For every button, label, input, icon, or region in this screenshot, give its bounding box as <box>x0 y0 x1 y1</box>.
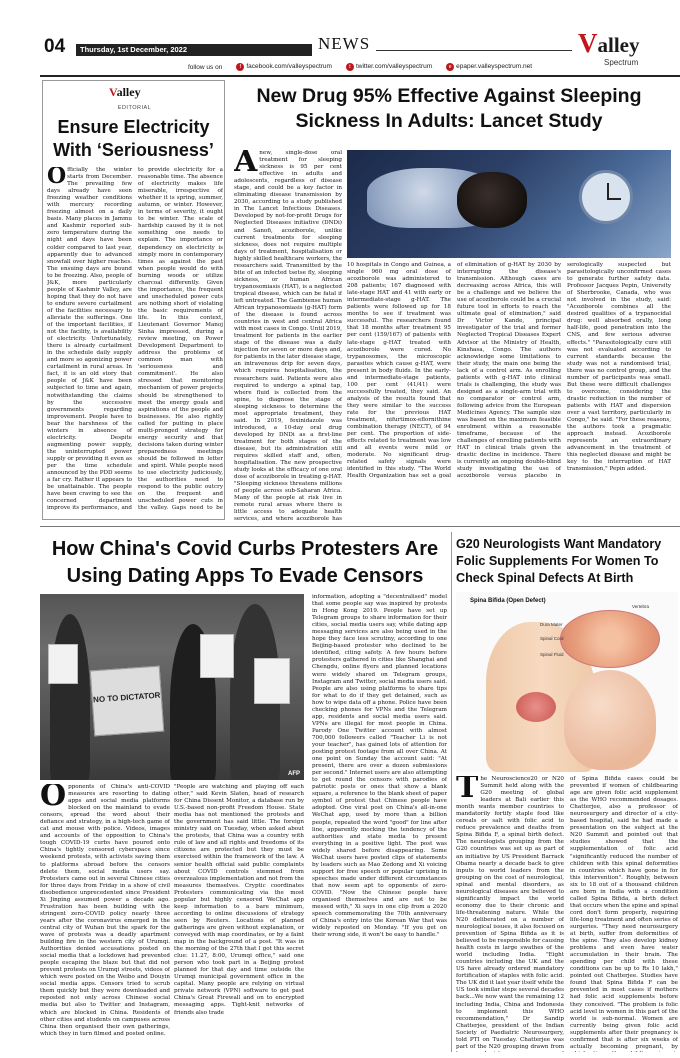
story3-dropcap: T <box>456 776 479 805</box>
masthead-rule <box>376 50 572 51</box>
story1-dropcap: A <box>234 150 258 179</box>
editorial-logo: Valley <box>109 85 141 99</box>
alarm-clock-icon <box>579 170 633 224</box>
diagram-label-cord: Spinal Cord <box>540 636 564 641</box>
story2-column-1: Opponents of China's anti-COVID measures are resorting to dating apps and social media platforms blocked on the mainland to evade censors, spread the word about their defiance and strategy, in a high-tech game of cat and mouse with police. Videos, images and accounts of the opposition to China's tough COVID-19 curbs have poured onto China's tightly censored cyberspace since weekend protests, with activists saving them to platforms abroad before the censors delete them, social media users say. Protesters came out in several Chinese cities for three days from Friday in a show of civil disobedience unprecedented since President Xi Jinping assumed power a decade ago. Frustration has been building with the stringent zero-COVID policy nearly three years after the coronavirus emerged in the central city of Wuhan but the spark for the wave of protests was a deadly apartment building fire in the western city of Urumqi. Authorities denied accusations posted on social media that a lockdown had prevented people escaping the blaze but that did not prevent protests on Urumqi streets, videos of which were posted on the Weibo and Douyin social media apps. Censors tried to scrub them quickly but they were downloaded and reposted not only across Chinese social media but also to Twitter and Instagram, which are blocked in China. Residents of other cities and students on campuses across China then organised their own gatherings, which they in turn filmed and posted online. <box>40 784 170 1037</box>
sleeper-head <box>457 172 527 228</box>
story1-column-1: Anew, single-dose oral treatment for sleeping sickness is 95 per cent effective in adults and adolescents, regardless of disease stage, and could be a key factor in eliminating disease transmission by 2030, according to a study published in The Lancet Infectious Diseases. Developed by not-for-profit Drugs for Neglected Diseases initiative (DNDi) and Sanofi, acoziborole, unlike current treatments for sleeping sickness, does not require multiple days of treatment, hospitalisation or highly skilled healthcare workers, the researchers said. Transmitted by the bite of an infected tsetse fly, sleeping sickness, or human African trypanosomiasis (HAT), is a neglected tropical disease, which can be fatal if left untreated. The Gambiense human African trypanosomiasis (g-HAT) form of the disease is found across countries in west and central Africa with most cases in Congo. Until 2019, treatment for patients in the earlier stage of the disease was a daily injection for seven or more days and, for patients in the later disease stage, an intravenous drip for seven days, which requires hospitalisation, the researchers said. Patients were also required to undergo a spinal tap, where fluid is collected from the spine, to diagnose the stage of sleeping sickness to determine the most appropriate treatment, they said. In 2019, fexinidazole was introduced, a 10-day oral drug developed by DNDi as a first-line treatment for both stages of the disease, but its administration still requires skilled staff and, often, hospitalisation. The new prospective study looks at the efficacy of one oral dose of acoziborole in treating g-HAT. "Sleeping sickness threatens millions of people across sub-Saharan Africa. Many of the people at risk live in remote rural areas where there is little access to adequate health services, and where acoziborole has <box>234 150 342 522</box>
photo-credit: AFP <box>288 771 300 777</box>
story1-headline: New Drug 95% Effective Against Sleeping Sickness In Adults: Lancet Study <box>256 85 642 132</box>
story3-column-1: The Neuroscience20 or N20 Summit held along with the G20 meeting of global leaders at Bali earlier this month wants member countries to mandatorily fortify staple food like cereals or salt with folic acid to reduce prevalence and deaths from Spina Bifida F, a spinal birth defect. The neurologists grouping from the G20 countries was set up as part of an initiative by US President Barrack Obama nearly a decade back to give inputs to world leaders from the grouping on the cost of neurological, spinal and mental disorders, as neurological diseases are believed to significantly impact the world economy due to their chronic and life-threatening nature. While the N20 deliberated on a number of neurological issues, it also focused on prevention of Spina Bifida as it is believed to be responsible for causing health costs in large swathes of the world including India. "Eight countries including the UK and the US have already ordered mandatory fortification of staples with folic acid. The UK did it last year itself while the US took similar steps several decades back...We now want the remaining 12 including India, China and Indonesia to implement this WHO recommendation," Dr Sandip Chatterjee, president of the Indian Society of Paediatric Neurosurgery, told PTI on Tuesday. Chatterjee was part of the N20 grouping drawn from <box>456 776 564 1050</box>
story1-body: 10 hospitals in Congo and Guinea, a single 960 mg oral dose of acoziborole was administered to 208 patients; 167 diagnosed with late-stage HAT and 41 with early or intermediate-stage g-HAT. The patients were followed up for 18 months to see if treatment was successful. The researchers found that 18 months after treatment 95 per cent (159/167) of patients with late-stage g-HAT treated with acoziborole were cured. No trypanosomes, the microscopic parasites which cause g-HAT, were present in body fluids. In the early- and intermediate-stage patients, 100 per cent (41/41) were successfully treated, they said. An analysis of the results found that they were similar to the success rate for the previous HAT treatment, nifurtimox-eflornithine combination therapy (NECT), of 94 per cent. The proportion of side-effects related to treatment was low and all events were mild or moderate. No significant drug-related safety signals were identified in this study. "The World Health Organization has set a goal of elimination of g-HAT by 2030 by interrupting the disease's transmission. Although cases are decreasing across Africa, this will be a challenge and we believe the use of acoziborole could be a crucial future tool in efforts to reach the ultimate goal of elimination," said Dr Victor Kande, principal investigator of the trial and former Neglected Tropical Diseases Expert Advisor at the Ministry of Health, Kinshasa, Congo. The authors acknowledge some limitations to their study, the main one being the lack of a control arm. As enrolling patients with g-HAT into clinical trials is challenging, the study was designed as a single-arm trial with no comparator or control arm, following advice from the European Medicines Agency. The sample size was based on the maximum feasible enrolment within a reasonable timeframe, because of the challenges of enrolling patients with HAT in clinical trials given the drastic decline in incidence. There is currently an ongoing double-blind study investigating the use of acoziborole versus placebo in serologically suspected but parasitologically unconfirmed cases to generate further safety data. Professor Jacques Pepin, University of Sherbrooke, Canada, who was not involved in the study, said: "Acoziborole combines all the desired qualities of a trypanocidal drug: well absorbed orally, long half-life, good penetration into the CNS, and few serious adverse effects." "Parasitologically cure still was not evaluated according to current standards because the study was not a randomised trial, there was no control group, and the number of participants was small. But these were difficult challenges to overcome, considering the drastic reduction in the number of patients with HAT and dispersion over a vast territory, particularly in Congo," he said. "For these reasons, the authors took a pragmatic approach instead. Acoziborole represents an extraordinary advancement in the treatment of this neglected disease and might be key to the interruption of HAT transmission," Pepin added. <box>347 262 671 480</box>
editorial-body <box>47 167 223 517</box>
editorial-headline: Ensure Electricity With ‘Seriousness’ <box>53 117 214 160</box>
story2-headline: How China's Covid Curbs Protesters Are Using Dating Apps To Evade Censors <box>51 538 439 587</box>
facebook-link[interactable]: f facebook.com/valleyspectrum <box>236 63 332 71</box>
story2-column-3: information, adopting a "decentralised" model that some people say was inspired by protests in Hong Kong 2019. People have set up Telegram groups to share information for their cities, social media users say, while dating app messaging services are also being used in the hope they face less scrutiny, according to one Beijing-based protester who declined to be identified, citing safety. A few hours before protesters gathered in cities like Shanghai and Chengdu, online flyers and planned locations were widely shared on Telegram groups, Instagram and Twitter, social media users said. People are also using platforms to share tips for what to do if they get detained, such as how to wipe data off a phone. Police have been checking phones for VPNs and the Telegram app, residents and social media users said. VPNs are illegal for most people in China. Parody One Twitter account with almost 700,000 followers called "Teacher Li is not your teacher", has gained lots of attention for posting protest footage from all over China. At one point on Sunday the account said: "At present, there are over a dozen submissions per second." Internet users are also attempting to get round the censors with parodies of patriotic posts or ones that show a blank square, a reference to the blank sheet of paper symbol of protest that Chinese people have adopted. One viral post on China's all-in-one WeChat app, used by more than a billion people, repeated the word "good" for line after line, apparently mocking the tendency of the authorities and state media to present everything in a positive light. The post was widely shared before disappearing. Some WeChat users have posted clips of statements by leaders such as Mao Zedong and Xi voicing support for free speech or popular uprising in speeches made under different circumstances that now seem apt to opponents of zero-COVID. "Now the Chinese people have organised themselves and are not to be messed with," Xi says in one clip from a 2020 speech commemorating the 70th anniversary of China's entry into the Korean War that was widely reposted on Monday. "If you get on their wrong side, it won't be easy to handle." <box>312 594 447 939</box>
story1-photo <box>347 150 671 258</box>
globe-icon: e <box>446 63 454 71</box>
twitter-icon: t <box>346 63 354 71</box>
facebook-icon: f <box>236 63 244 71</box>
diagram-label-vertebra: Vertebra <box>632 604 650 609</box>
masthead <box>0 0 680 72</box>
follow-bar <box>188 62 678 72</box>
editorial-label: EDITORIAL <box>117 105 152 111</box>
page-number: 04 <box>44 36 66 57</box>
column-divider <box>451 532 452 1052</box>
follow-label: follow us on <box>188 63 223 71</box>
diagram-lesion <box>516 692 556 722</box>
logo-v: V <box>578 28 598 58</box>
section-label: NEWS <box>318 34 371 53</box>
epaper-link[interactable]: e epaper.valleyspectrum.net <box>446 63 532 71</box>
story2-photo <box>40 594 304 780</box>
masthead-divider <box>40 75 680 77</box>
logo <box>578 28 640 67</box>
diagram-title: Spina Bifida (Open Defect) <box>470 598 546 604</box>
story3-column-2: of Spina Bifida cases could be prevented if women of childbearing age are given folic acid supplement as the WHO recommended dosages. Chatterjee, also a professor of neurosurgery and director of a city-based hospital, said he had made a presentation on the subject at the N20 Summit and pointed out that studies showed that the supplementation of folic acid "significantly reduced the number of children with this spinal deformities in countries which have gone in for this intervention". Roughly, between six to 18 out of a thousand children are born in India with a condition called Spina Bifida, a birth defect that occurs when the spine and spinal cord don't form properly, requiring life-long treatment and often series of surgeries. "They need neurosurgery at birth, suffer from deformities of the spine. They also develop kidney problems and even have water accumulation in their brain. The spending per child with these conditions can be up to Rs 10 lakh," pointed out Chatterjee. Studies have found that Spina Bifida F can be prevented in most cases if mothers had folic acid supplements before they conceived. "The problem is folic acid level in women in this part of the world is sub-normal. Women are currently being given folic acid supplements after their pregnancy is confirmed that is after six weeks of actually becoming pregnant, by <box>570 776 678 1050</box>
logo-sub: Spectrum <box>604 58 639 67</box>
diagram-label-fluid: Spinal Fluid <box>540 652 564 657</box>
date-bar: Thursday, 1st December, 2022 <box>76 44 312 56</box>
mid-divider <box>40 526 680 527</box>
diagram-inset <box>560 610 660 668</box>
protest-sign: NO TO DICTATOR <box>90 666 164 737</box>
diagram-infant <box>564 670 656 770</box>
editorial-dropcap: O <box>47 167 67 189</box>
story2-column-2: "People are watching and playing off each other," said Kevin Slaten, head of research for China Dissent Monitor, a database run by U.S.-based non-profit Freedom House. State media has not mentioned the protests and the government has said little. The foreign ministry said on Tuesday, when asked about the protests, that China was a country with rule of law and all rights and freedoms of its citizens are protected but they must be exercised within the framework of the law. A senior health official said public complaints about COVID controls stemmed from overzealous implementation and not from the measures themselves. Cryptic coordinates Protesters communicating via the most popular but highly censored WeChat app keep information to a bare minimum, according to online discussions of strategy seen by Reuters. Locations of planned gatherings are given without explanation, or conveyed with map coordinates, or by a faint map in the background of a post. "It was in the morning of the 27th that I got this secret clue: 11.27, 8:00, Urumqi office," said one person who took part in a Beijing protest planned for that day and time outside the Urumqi municipal government office in the capital. Many people are relying on virtual private network (VPN) software to get past China's Great Firewall and on to encrypted messaging apps. Tight-knit networks of friends also trade <box>174 784 304 1016</box>
story2-dropcap: O <box>40 784 67 813</box>
logo-text: alley <box>597 33 640 57</box>
story3-headline: G20 Neurologists Want Mandatory Folic Supplements For Women To Check Spinal Defects At Birth <box>456 537 662 585</box>
diagram-label-dura: Dura Mater <box>540 622 563 627</box>
spina-bifida-diagram <box>456 592 678 772</box>
twitter-link[interactable]: t twitter.com/valleyspectrum <box>346 63 432 71</box>
editorial-text: fficially the winter starts from December. The prevailing few days already have seen freezing weather conditions with mercury recording freezing almost on a daily basis. Many places in Jammu and Kashmir reported sub-zero temperature during the night and days have been colder compared to last year, apparently due to advanced snowfall over higher reaches. The ensuing days are bound to be freezing. Also, people of J&K, more particularly people of Kashmir Valley, are hoping that they do not have to endure severe curtailment of the facilities necessary to alleviate the sufferings. One of the important facilities, if not the facility, is availability of electricity. Unfortunately, there is already curtailment in the schedule daily supply and more so agonizing power curtailment in rural areas. In fact, it is an old story that people of J&K have been subjected to time and again, notwithstanding the claims by the successive governments regarding improvement. People have to bear the harshness of the winters in absence of electricity. Despite augmenting power supply, the uninterrupted power supply or providing it even as per the time schedule announced by the PDD seems a far cry. Rather it appears to be unattainable. The people have been craving to see the concerned department improve its performance, and to provide electricity for a reasonable time. The absence of electricity makes life miserable, irrespective of whether it is spring, summer, autumn, or winter. However, in terms of severity, it ought to be winter. The scale of hardship caused by it is not something one needs to explain. The importance or dependency on electricity is simply more in contemporary times as against the past when people would do with burning woods or utilize charcoal differently. Given the importance, the frequent and unscheduled power cuts are nothing short of violating the basic requirements of life. In this context, Lieutenant Governor Manoj Sinha impressed, during a review meeting, on Power Development Department to address the problems of common man with 'seriousness and commitment'. He also stressed that monitoring mechanism of power projects should be strengthened to meet the energy goals and aspirations of the people and businesses. He also rightly called for putting in place multi-pronged strategy for energy security and that decisions taken during winter preparedness meetings should be followed in letter and spirit. While people need to use electricity judiciously, the authorities need to respond to the public outcry on the frequent and unscheduled power cuts in the valley. Gaps need to be <box>47 167 223 512</box>
